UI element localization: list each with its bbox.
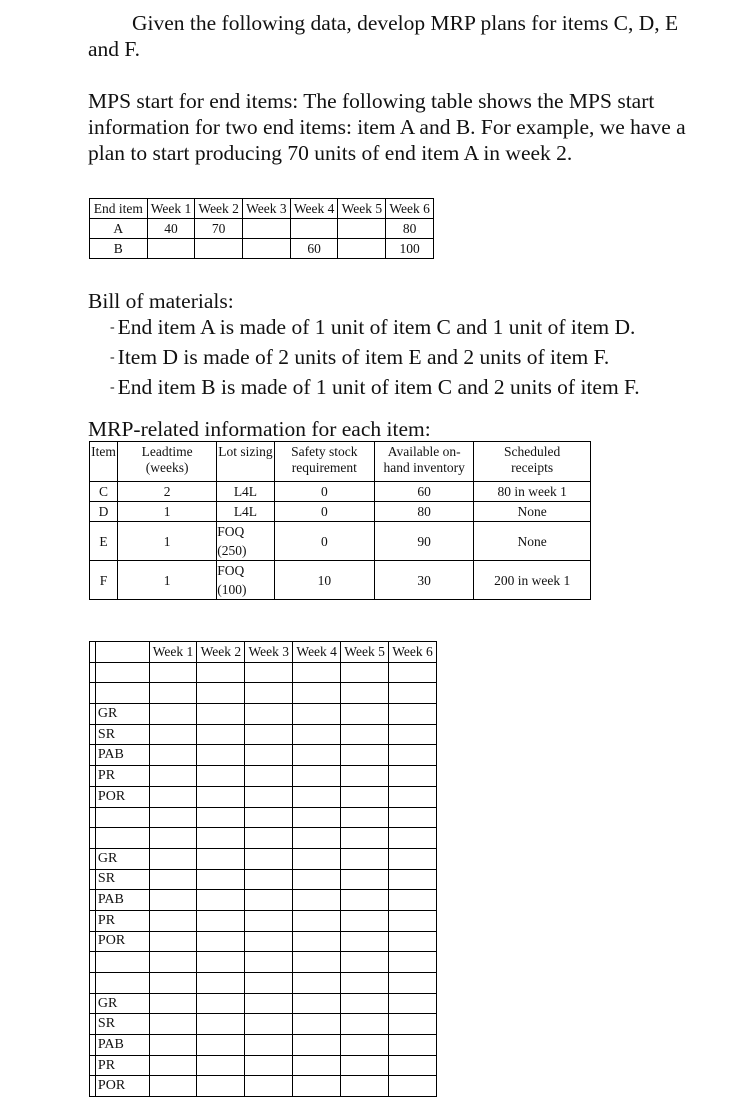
- grid-blank-cell: [95, 642, 149, 663]
- grid-cell[interactable]: [95, 973, 149, 994]
- mps-cell: [243, 219, 291, 239]
- grid-cell[interactable]: [389, 828, 437, 849]
- grid-cell[interactable]: [341, 704, 389, 725]
- grid-cell[interactable]: [389, 973, 437, 994]
- grid-cell[interactable]: [245, 1014, 293, 1035]
- grid-blank-row: [90, 952, 437, 973]
- mps-cell: [195, 239, 243, 259]
- mps-row-a: [90, 219, 434, 239]
- info-cell: 90: [374, 522, 473, 561]
- grid-cell[interactable]: [341, 745, 389, 766]
- grid-cell[interactable]: [293, 973, 341, 994]
- info-cell: 80 in week 1: [474, 482, 591, 502]
- grid-cell[interactable]: [149, 766, 197, 787]
- grid-row-label: POR: [95, 1076, 149, 1097]
- grid-cell[interactable]: [197, 662, 245, 683]
- grid-cell[interactable]: [197, 993, 245, 1014]
- grid-cell[interactable]: [245, 807, 293, 828]
- mps-cell: 80: [386, 219, 434, 239]
- grid-cell[interactable]: [293, 786, 341, 807]
- grid-cell[interactable]: [149, 662, 197, 683]
- grid-cell[interactable]: [245, 973, 293, 994]
- grid-cell[interactable]: [341, 828, 389, 849]
- info-header-scheduled-receipts: Scheduled receipts: [474, 442, 591, 482]
- info-cell: 60: [374, 482, 473, 502]
- grid-cell[interactable]: [197, 807, 245, 828]
- grid-cell[interactable]: [389, 952, 437, 973]
- bom-heading: Bill of materials:: [88, 289, 234, 313]
- info-cell: 200 in week 1: [474, 561, 591, 600]
- grid-cell[interactable]: [245, 1035, 293, 1056]
- grid-cell[interactable]: [389, 1035, 437, 1056]
- grid-cell[interactable]: [197, 973, 245, 994]
- mps-cell: [147, 239, 195, 259]
- info-cell: FOQ (250): [217, 522, 274, 561]
- grid-row-label: POR: [95, 931, 149, 952]
- grid-cell[interactable]: [293, 931, 341, 952]
- grid-cell[interactable]: [149, 869, 197, 890]
- grid-record-row: [90, 766, 437, 787]
- mps-header-week-3: Week 3: [243, 199, 291, 219]
- grid-cell[interactable]: [197, 1014, 245, 1035]
- grid-cell[interactable]: [341, 662, 389, 683]
- grid-cell[interactable]: [245, 704, 293, 725]
- grid-cell[interactable]: [341, 993, 389, 1014]
- grid-cell[interactable]: [341, 890, 389, 911]
- grid-row-label: GR: [95, 993, 149, 1014]
- grid-cell[interactable]: [389, 910, 437, 931]
- grid-cell[interactable]: [341, 910, 389, 931]
- mps-header-week-1: Week 1: [147, 199, 195, 219]
- grid-header-row: [90, 642, 437, 663]
- grid-cell[interactable]: [149, 1035, 197, 1056]
- bullet-dash: -: [110, 320, 115, 335]
- bom-item-text: Item D is made of 2 units of item E and 2 units of item F.: [117, 345, 610, 369]
- mps-cell: 60: [290, 239, 338, 259]
- info-cell: 30: [374, 561, 473, 600]
- grid-cell[interactable]: [389, 1014, 437, 1035]
- grid-cell[interactable]: [245, 931, 293, 952]
- grid-cell[interactable]: [389, 869, 437, 890]
- info-cell: None: [474, 502, 591, 522]
- grid-cell[interactable]: [341, 952, 389, 973]
- grid-cell[interactable]: [341, 786, 389, 807]
- grid-cell[interactable]: [293, 1076, 341, 1097]
- grid-header-week: Week 4: [293, 642, 341, 663]
- mps-cell: [243, 239, 291, 259]
- grid-cell[interactable]: [149, 952, 197, 973]
- info-header-safety-stock: Safety stock requirement: [274, 442, 374, 482]
- grid-cell[interactable]: [293, 662, 341, 683]
- grid-row-label: GR: [95, 704, 149, 725]
- mrp-worksheet-grid: [89, 641, 437, 1097]
- grid-record-row: [90, 704, 437, 725]
- grid-blank-row: [90, 828, 437, 849]
- grid-cell[interactable]: [293, 1055, 341, 1076]
- grid-cell[interactable]: [197, 952, 245, 973]
- mps-cell: 40: [147, 219, 195, 239]
- grid-cell[interactable]: [341, 1014, 389, 1035]
- grid-cell[interactable]: [197, 704, 245, 725]
- grid-row-label: PR: [95, 910, 149, 931]
- grid-blank-row: [90, 973, 437, 994]
- grid-cell[interactable]: [95, 807, 149, 828]
- grid-cell[interactable]: [245, 745, 293, 766]
- grid-row-label: SR: [95, 724, 149, 745]
- grid-record-row: [90, 1014, 437, 1035]
- grid-cell[interactable]: [95, 662, 149, 683]
- grid-cell[interactable]: [245, 993, 293, 1014]
- grid-cell[interactable]: [245, 910, 293, 931]
- grid-cell[interactable]: [197, 1055, 245, 1076]
- info-cell: 0: [274, 482, 374, 502]
- grid-cell[interactable]: [389, 662, 437, 683]
- grid-cell[interactable]: [149, 973, 197, 994]
- grid-cell[interactable]: [197, 931, 245, 952]
- grid-record-row: [90, 848, 437, 869]
- grid-cell[interactable]: [389, 931, 437, 952]
- info-header-item: Item: [90, 442, 118, 482]
- grid-row-label: POR: [95, 786, 149, 807]
- grid-record-row: [90, 869, 437, 890]
- grid-cell[interactable]: [293, 993, 341, 1014]
- info-row-e: [90, 522, 591, 561]
- grid-cell[interactable]: [341, 869, 389, 890]
- grid-cell[interactable]: [389, 1076, 437, 1097]
- grid-cell[interactable]: [245, 662, 293, 683]
- grid-record-row: [90, 931, 437, 952]
- grid-cell[interactable]: [197, 745, 245, 766]
- grid-cell[interactable]: [149, 724, 197, 745]
- info-cell: FOQ (100): [217, 561, 274, 600]
- grid-cell[interactable]: [293, 807, 341, 828]
- mps-cell: 100: [386, 239, 434, 259]
- grid-cell[interactable]: [197, 1076, 245, 1097]
- bom-list: [110, 314, 640, 404]
- info-cell: 1: [118, 522, 217, 561]
- mps-header-week-2: Week 2: [195, 199, 243, 219]
- grid-cell[interactable]: [293, 869, 341, 890]
- grid-cell[interactable]: [341, 766, 389, 787]
- info-cell: 10: [274, 561, 374, 600]
- grid-row-label: GR: [95, 848, 149, 869]
- grid-cell[interactable]: [341, 973, 389, 994]
- grid-cell[interactable]: [389, 766, 437, 787]
- grid-cell[interactable]: [293, 766, 341, 787]
- info-cell: 80: [374, 502, 473, 522]
- grid-row-label: PAB: [95, 1035, 149, 1056]
- grid-cell[interactable]: [197, 683, 245, 704]
- grid-header-week: Week 5: [341, 642, 389, 663]
- info-header-on-hand: Available on-hand inventory: [374, 442, 473, 482]
- mps-cell: B: [90, 239, 148, 259]
- grid-cell[interactable]: [341, 1035, 389, 1056]
- grid-record-row: [90, 1035, 437, 1056]
- grid-record-row: [90, 993, 437, 1014]
- grid-cell[interactable]: [149, 993, 197, 1014]
- mrp-info-heading: MRP-related information for each item:: [88, 417, 431, 441]
- grid-cell[interactable]: [149, 1076, 197, 1097]
- grid-cell[interactable]: [293, 1014, 341, 1035]
- grid-cell[interactable]: [293, 724, 341, 745]
- info-cell: D: [90, 502, 118, 522]
- bom-item: [110, 314, 640, 344]
- info-row-f: [90, 561, 591, 600]
- grid-cell[interactable]: [95, 683, 149, 704]
- grid-cell[interactable]: [245, 786, 293, 807]
- bom-item: [110, 344, 640, 374]
- grid-cell[interactable]: [149, 683, 197, 704]
- grid-cell[interactable]: [149, 807, 197, 828]
- grid-cell[interactable]: [389, 993, 437, 1014]
- grid-cell[interactable]: [197, 869, 245, 890]
- bullet-dash: -: [110, 380, 115, 395]
- grid-cell[interactable]: [197, 828, 245, 849]
- mps-header-week-6: Week 6: [386, 199, 434, 219]
- grid-cell[interactable]: [149, 890, 197, 911]
- mps-cell: [290, 219, 338, 239]
- grid-cell[interactable]: [149, 848, 197, 869]
- grid-cell[interactable]: [245, 683, 293, 704]
- grid-cell[interactable]: [293, 1035, 341, 1056]
- mps-description: MPS start for end items: The following table shows the MPS start information for two end items: item A and B. For example, we have a plan to start producing 70 units of end item A in week 2.: [88, 89, 686, 165]
- info-cell: 0: [274, 502, 374, 522]
- grid-cell[interactable]: [389, 807, 437, 828]
- grid-record-row: [90, 786, 437, 807]
- grid-cell[interactable]: [149, 1014, 197, 1035]
- grid-cell[interactable]: [197, 766, 245, 787]
- grid-cell[interactable]: [245, 724, 293, 745]
- grid-cell[interactable]: [95, 952, 149, 973]
- info-cell: None: [474, 522, 591, 561]
- grid-cell[interactable]: [245, 848, 293, 869]
- grid-cell[interactable]: [293, 683, 341, 704]
- grid-cell[interactable]: [341, 724, 389, 745]
- grid-cell[interactable]: [293, 910, 341, 931]
- grid-cell[interactable]: [245, 952, 293, 973]
- grid-row-label: PR: [95, 766, 149, 787]
- grid-row-label: SR: [95, 869, 149, 890]
- mps-header-week-5: Week 5: [338, 199, 386, 219]
- grid-cell[interactable]: [293, 828, 341, 849]
- grid-cell[interactable]: [293, 890, 341, 911]
- grid-cell[interactable]: [197, 724, 245, 745]
- grid-header-week: Week 1: [149, 642, 197, 663]
- grid-record-row: [90, 1055, 437, 1076]
- grid-blank-row: [90, 662, 437, 683]
- grid-cell[interactable]: [245, 766, 293, 787]
- grid-cell[interactable]: [341, 931, 389, 952]
- grid-header-week: Week 3: [245, 642, 293, 663]
- grid-cell[interactable]: [149, 828, 197, 849]
- info-header-leadtime: Leadtime (weeks): [118, 442, 217, 482]
- info-cell: 1: [118, 502, 217, 522]
- grid-cell[interactable]: [245, 890, 293, 911]
- grid-cell[interactable]: [149, 931, 197, 952]
- mps-cell: 70: [195, 219, 243, 239]
- grid-cell[interactable]: [197, 1035, 245, 1056]
- info-cell: 0: [274, 522, 374, 561]
- grid-cell[interactable]: [389, 704, 437, 725]
- mps-cell: A: [90, 219, 148, 239]
- grid-record-row: [90, 724, 437, 745]
- grid-cell[interactable]: [389, 848, 437, 869]
- grid-cell[interactable]: [197, 890, 245, 911]
- info-cell: E: [90, 522, 118, 561]
- bullet-dash: -: [110, 350, 115, 365]
- grid-cell[interactable]: [389, 745, 437, 766]
- grid-cell[interactable]: [245, 828, 293, 849]
- mps-cell: [338, 219, 386, 239]
- info-cell: C: [90, 482, 118, 502]
- mps-header-week-4: Week 4: [290, 199, 338, 219]
- mps-cell: [338, 239, 386, 259]
- grid-cell[interactable]: [149, 704, 197, 725]
- grid-row-label: PAB: [95, 890, 149, 911]
- grid-cell[interactable]: [245, 1076, 293, 1097]
- grid-cell[interactable]: [341, 848, 389, 869]
- info-row-d: [90, 502, 591, 522]
- mrp-info-table: [89, 441, 591, 600]
- grid-cell[interactable]: [149, 745, 197, 766]
- grid-cell[interactable]: [389, 1055, 437, 1076]
- grid-cell[interactable]: [293, 952, 341, 973]
- info-cell: 1: [118, 561, 217, 600]
- grid-header-week: Week 6: [389, 642, 437, 663]
- grid-cell[interactable]: [341, 1055, 389, 1076]
- grid-cell[interactable]: [293, 704, 341, 725]
- info-cell: L4L: [217, 482, 274, 502]
- grid-cell[interactable]: [197, 848, 245, 869]
- grid-cell[interactable]: [293, 745, 341, 766]
- info-header-lot-sizing: Lot sizing: [217, 442, 274, 482]
- bom-item: [110, 374, 640, 404]
- mps-header-end-item: End item: [90, 199, 148, 219]
- grid-blank-row: [90, 807, 437, 828]
- grid-cell[interactable]: [389, 890, 437, 911]
- bom-item-text: End item B is made of 1 unit of item C and 2 units of item F.: [117, 375, 640, 399]
- mps-header-row: [90, 199, 434, 219]
- intro-text: Given the following data, develop MRP plans for items C, D, E and F.: [88, 11, 679, 61]
- grid-cell[interactable]: [245, 1055, 293, 1076]
- grid-row-label: PAB: [95, 745, 149, 766]
- grid-cell[interactable]: [197, 786, 245, 807]
- grid-cell[interactable]: [95, 828, 149, 849]
- info-cell: F: [90, 561, 118, 600]
- info-cell: L4L: [217, 502, 274, 522]
- grid-record-row: [90, 1076, 437, 1097]
- grid-cell[interactable]: [389, 724, 437, 745]
- grid-cell[interactable]: [149, 786, 197, 807]
- grid-record-row: [90, 890, 437, 911]
- grid-cell[interactable]: [389, 786, 437, 807]
- grid-blank-row: [90, 683, 437, 704]
- grid-cell[interactable]: [149, 1055, 197, 1076]
- mps-table: [89, 198, 434, 259]
- grid-cell[interactable]: [149, 910, 197, 931]
- grid-row-label: SR: [95, 1014, 149, 1035]
- grid-record-row: [90, 745, 437, 766]
- grid-cell[interactable]: [341, 807, 389, 828]
- grid-cell[interactable]: [389, 683, 437, 704]
- info-header-row: [90, 442, 591, 482]
- grid-cell[interactable]: [245, 869, 293, 890]
- grid-cell[interactable]: [341, 1076, 389, 1097]
- grid-header-week: Week 2: [197, 642, 245, 663]
- grid-cell[interactable]: [293, 848, 341, 869]
- grid-cell[interactable]: [197, 910, 245, 931]
- bom-item-text: End item A is made of 1 unit of item C and 1 unit of item D.: [117, 315, 636, 339]
- grid-record-row: [90, 910, 437, 931]
- info-cell: 2: [118, 482, 217, 502]
- info-row-c: [90, 482, 591, 502]
- grid-row-label: PR: [95, 1055, 149, 1076]
- grid-cell[interactable]: [341, 683, 389, 704]
- mps-row-b: [90, 239, 434, 259]
